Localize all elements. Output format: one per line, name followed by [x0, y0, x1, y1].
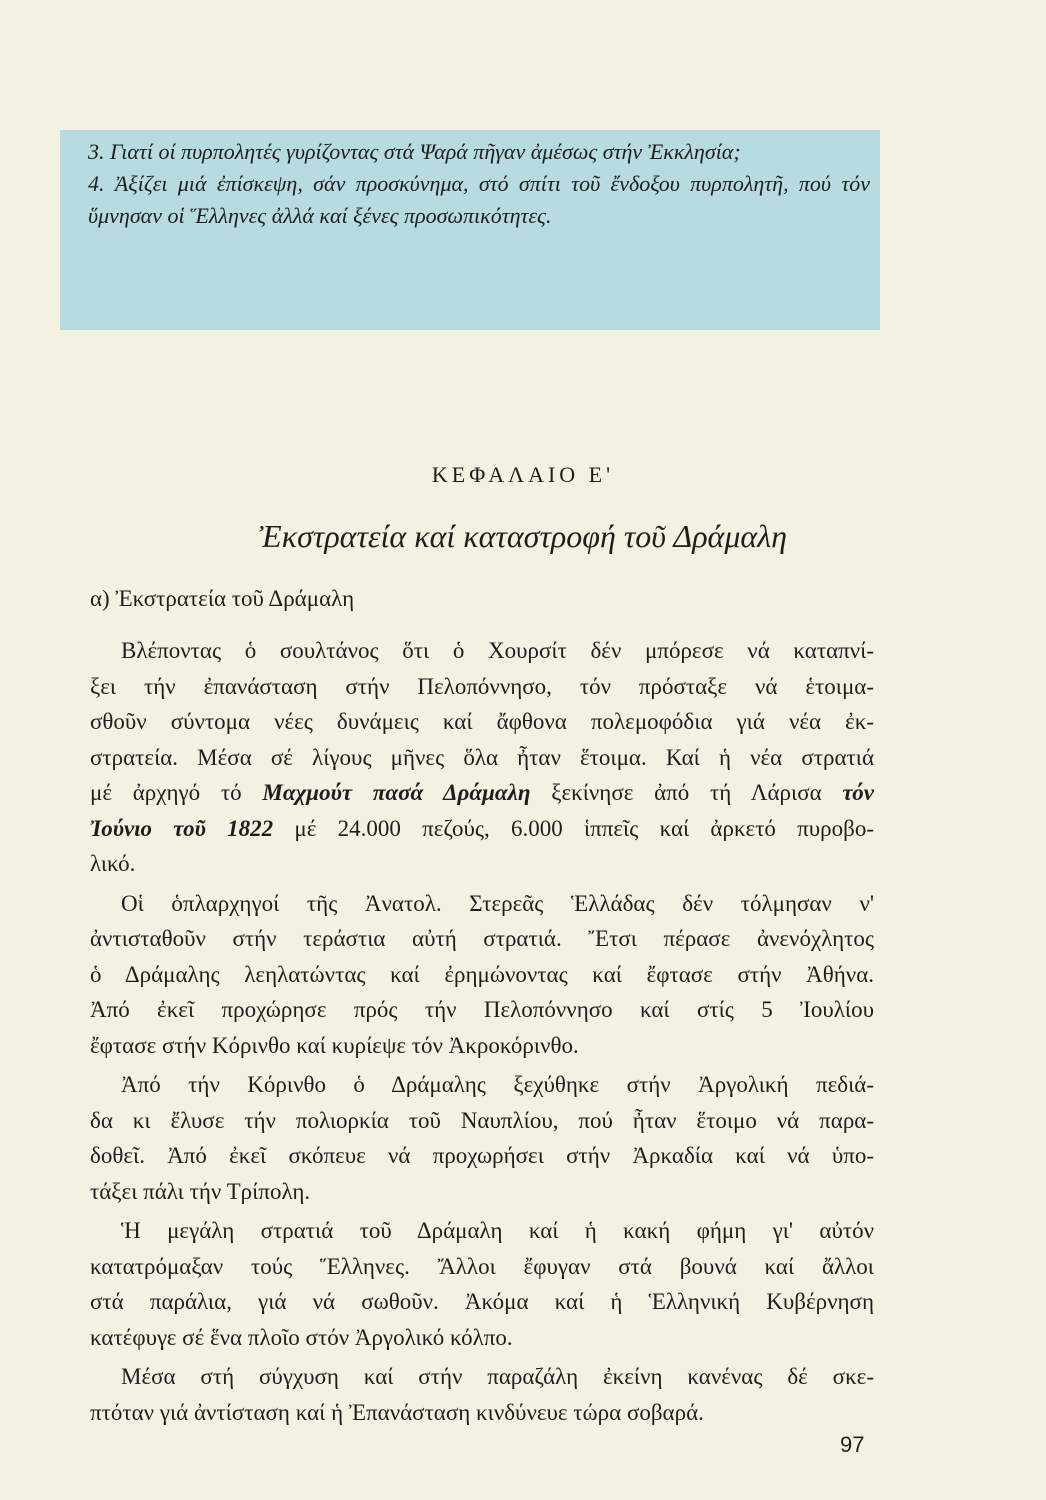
question-4	[88, 168, 870, 232]
text-line: δοθεῖ. Ἀπό ἐκεῖ σκόπευε νά προχωρήσει στήν Ἀρκαδία καί νά ὑπο-	[90, 1143, 874, 1168]
text-line: ἀντισταθοῦν στήν τεράστια αὐτή στρατιά. Ἔτσι πέρασε ἀνενόχλητος	[90, 926, 874, 951]
text-line: στά παράλια, γιά νά σωθοῦν. Ἀκόμα καί ἡ Ἑλληνική Κυβέρνηση	[90, 1289, 874, 1314]
question-3	[88, 136, 870, 168]
text-line: σθοῦν σύντομα νέες δυνάμεις καί ἄφθονα πολεμοφόδια γιά νέα ἐκ-	[90, 709, 874, 734]
emphasis-name: Μαχμούτ πασά Δράμαλη	[262, 780, 531, 805]
text-line: ἔφτασε στήν Κόρινθο καί κυρίεψε τόν Ἀκροκόρινθο.	[90, 1032, 579, 1058]
text-line: Ἡ μεγάλη στρατιά τοῦ Δράμαλη καί ἡ κακή φήμη γι' αὐτόν	[121, 1218, 874, 1243]
text-line: Μέσα στή σύγχυση καί στήν παραζάλη ἐκείνη κανένας δέ σκε-	[121, 1364, 874, 1389]
paragraph-4	[90, 1213, 874, 1355]
text-line	[90, 811, 874, 847]
text-line: Βλέποντας ὁ σουλτάνος ὅτι ὁ Χουρσίτ δέν μπόρεσε νά καταπνί-	[121, 638, 874, 663]
text-line: Οἱ ὁπλαρχηγοί τῆς Ἀνατολ. Στερεᾶς Ἑλλάδας δέν τόλμησαν ν'	[121, 890, 874, 916]
text-line: λικό.	[90, 851, 136, 876]
paragraph-5	[90, 1359, 874, 1430]
text-line: Ἀπό τήν Κόρινθο ὁ Δράμαλης ξεχύθηκε στήν Ἀργολική πεδιά-	[121, 1072, 874, 1097]
text-line	[90, 775, 874, 811]
question-4-text: Ἀξίζει μιά ἐπίσκεψη, σάν προσκύνημα, στό σπίτι τοῦ ἔνδοξου πυρπολητῆ, πού τόν ὕμνησαν οἱ Ἕλληνες ἀλλά καί ξένες προσωπικότητες.	[88, 171, 871, 228]
paragraph-2	[90, 886, 874, 1064]
question-4-number: 4.	[88, 171, 105, 196]
body-text	[90, 633, 874, 1434]
text-line: δα κι ἔλυσε τήν πολιορκία τοῦ Ναυπλίου, πού ἦταν ἕτοιμο νά παρα-	[90, 1107, 874, 1133]
chapter-label: ΚΕΦΑΛΑΙΟ Ε'	[431, 462, 615, 487]
text-line: κατατρόμαξαν τούς Ἕλληνες. Ἄλλοι ἔφυγαν στά βουνά καί ἄλλοι	[90, 1253, 874, 1279]
question-3-number: 3.	[88, 139, 105, 164]
paragraph-3	[90, 1067, 874, 1209]
emphasis-date: Ἰούνιο τοῦ 1822	[90, 815, 274, 841]
questions-box	[60, 130, 880, 330]
text-line: Ἀπό ἐκεῖ προχώρησε πρός τήν Πελοπόννησο καί στίς 5 Ἰουλίου	[90, 997, 874, 1022]
emphasis-date: τόν	[842, 780, 874, 805]
text-segment: μέ ἀρχηγό τό	[90, 780, 263, 805]
text-segment: ξεκίνησε ἀπό τή Λάρισα	[530, 780, 843, 805]
text-line: τάξει πάλι τήν Τρίπολη.	[90, 1178, 311, 1204]
question-3-text: Γιατί οί πυρπολητές γυρίζοντας στά Ψαρά πῆγαν ἀμέσως στήν Ἐκκλησία;	[110, 139, 741, 164]
text-line: ὁ Δράμαλης λεηλατώντας καί ἐρημώνοντας καί ἔφτασε στήν Ἀθήνα.	[90, 961, 874, 987]
chapter-title: Ἐκστρατεία καί καταστροφή τοῦ Δράμαλη	[259, 518, 787, 554]
page-number: 97	[840, 1432, 865, 1457]
section-title: α) Ἐκστρατεία τοῦ Δράμαλη	[90, 586, 355, 611]
text-line: στρατεία. Μέσα σέ λίγους μῆνες ὅλα ἦταν ἕτοιμα. Καί ἡ νέα στρατιά	[90, 744, 874, 770]
text-line: ξει τήν ἐπανάσταση στήν Πελοπόννησο, τόν πρόσταξε νά ἑτοιμα-	[90, 673, 874, 699]
paragraph-1	[90, 633, 874, 882]
text-segment: μέ 24.000 πεζούς, 6.000 ἱππεῖς καί ἀρκετό πυροβο-	[273, 815, 874, 841]
text-line: πτόταν γιά ἀντίσταση καί ἡ Ἐπανάσταση κινδύνευε τώρα σοβαρά.	[90, 1399, 704, 1425]
text-line: κατέφυγε σέ ἕνα πλοῖο στόν Ἀργολικό κόλπο.	[90, 1324, 513, 1350]
